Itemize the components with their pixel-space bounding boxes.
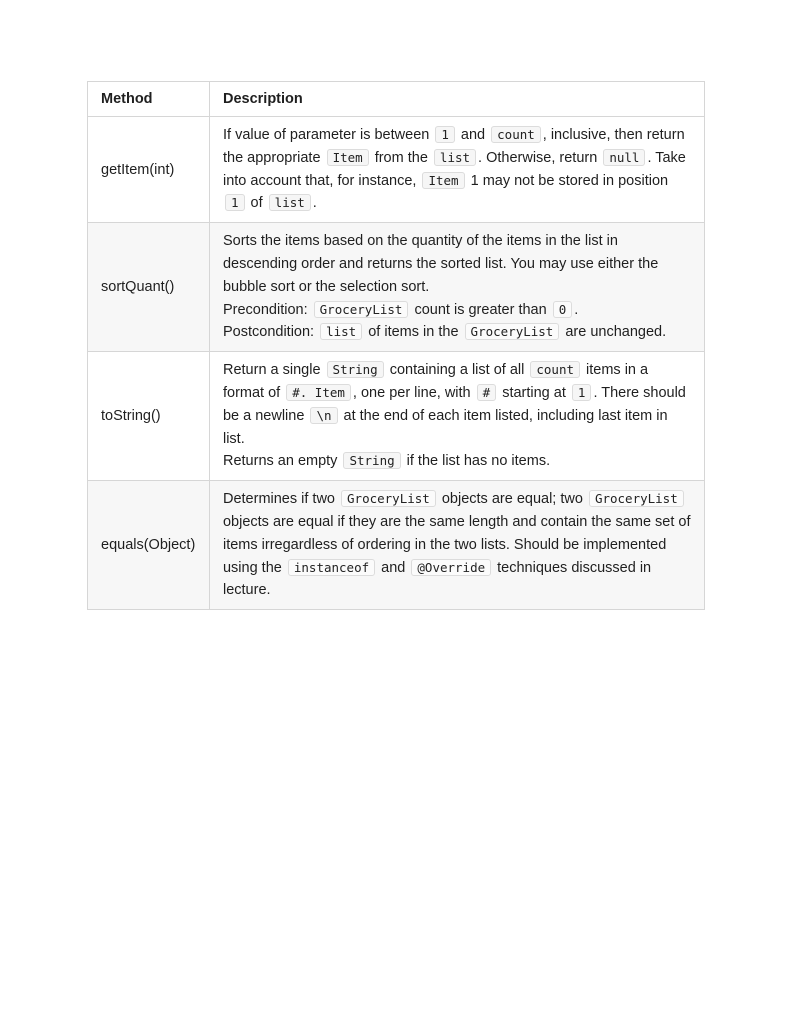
description-text: items in a format of: [222, 362, 649, 401]
inline-code: String: [327, 361, 384, 378]
description-paragraph: [223, 299, 691, 322]
inline-code: 1: [435, 126, 455, 143]
description-text: and: [456, 127, 490, 143]
inline-code: @Override: [411, 559, 491, 576]
method-description: [209, 352, 704, 481]
description-text: , one per line, with: [352, 384, 475, 401]
description-text: are unchanged.: [561, 324, 667, 341]
table-row: [88, 481, 705, 610]
inline-code: String: [343, 452, 400, 469]
description-text: . There should be a newline: [222, 384, 686, 424]
description-text: Determines if two: [222, 491, 340, 508]
description-paragraph: [223, 450, 691, 473]
description-text: objects are equal; two: [437, 491, 587, 508]
description-text: and: [377, 559, 410, 576]
description-text: of items in the: [364, 324, 463, 341]
description-paragraph: [223, 230, 691, 298]
description-paragraph: [223, 124, 691, 215]
description-text: Precondition:: [222, 301, 312, 318]
table-row: [88, 223, 705, 352]
description-paragraph: [223, 359, 691, 450]
description-text: .: [574, 301, 579, 318]
inline-code: count: [491, 126, 541, 143]
table-row: [88, 352, 705, 481]
method-description-table: [87, 81, 705, 610]
description-text: If value of parameter is between: [222, 127, 434, 143]
description-text: , inclusive, then return the appropriate: [222, 127, 685, 166]
inline-code: #: [477, 384, 497, 401]
header-description: Description: [209, 82, 704, 117]
inline-code: Item: [327, 149, 369, 166]
method-description: [209, 223, 704, 352]
description-text: .: [312, 195, 317, 212]
description-text: Postcondition:: [222, 324, 319, 341]
description-text: Returns an empty: [222, 453, 342, 470]
inline-code: list: [320, 323, 362, 340]
method-name: sortQuant(): [88, 223, 210, 352]
method-name: getItem(int): [88, 117, 210, 223]
inline-code: GroceryList: [465, 323, 560, 340]
description-text: . Otherwise, return: [478, 149, 602, 166]
description-text: objects are equal if they are the same length and contain the same set of items irregardless of ordering in the two lists. Should be implemented using the: [222, 513, 691, 576]
inline-code: GroceryList: [341, 490, 436, 507]
description-text: count is greater than: [410, 301, 551, 318]
description-text: Sorts the items based on the quantity of the items in the list in descending order and returns the sorted list. You may use either the bubble sort or the selection sort.: [222, 233, 659, 295]
method-name: toString(): [88, 352, 210, 481]
description-text: at the end of each item listed, including last item in list.: [222, 407, 668, 447]
inline-code: GroceryList: [314, 301, 409, 318]
method-description: [209, 117, 704, 223]
table-row: [88, 117, 705, 223]
description-text: Return a single: [222, 362, 325, 379]
inline-code: Item: [422, 172, 464, 189]
header-row: [88, 82, 705, 117]
inline-code: list: [269, 194, 311, 211]
description-text: if the list has no items.: [402, 453, 551, 470]
inline-code: 1: [572, 384, 592, 401]
description-paragraph: [223, 321, 691, 344]
inline-code: 1: [225, 194, 245, 211]
inline-code: instanceof: [288, 559, 375, 576]
inline-code: list: [434, 149, 476, 166]
method-description: [209, 481, 704, 610]
inline-code: \n: [310, 407, 337, 424]
inline-code: count: [530, 361, 580, 378]
inline-code: #. Item: [286, 384, 351, 401]
inline-code: GroceryList: [589, 490, 684, 507]
description-text: starting at: [498, 384, 570, 401]
description-text: of: [246, 195, 267, 212]
description-text: techniques discussed in lecture.: [222, 559, 652, 599]
description-text: from the: [370, 149, 432, 166]
inline-code: null: [603, 149, 645, 166]
description-text: 1 may not be stored in position: [466, 172, 669, 189]
inline-code: 0: [553, 301, 573, 318]
description-paragraph: [223, 488, 691, 602]
description-text: containing a list of all: [385, 362, 529, 379]
header-method: Method: [88, 82, 210, 117]
description-text: . Take into account that, for instance,: [222, 149, 686, 189]
method-name: equals(Object): [88, 481, 210, 610]
